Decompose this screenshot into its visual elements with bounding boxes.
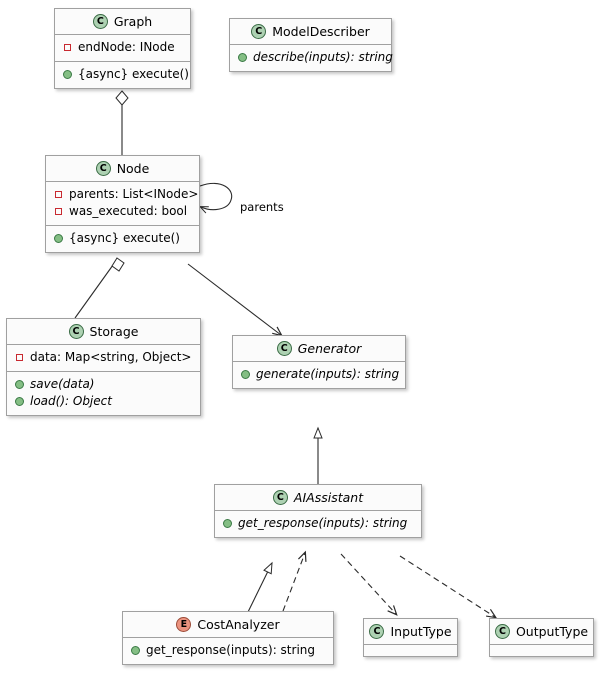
field-row — [54, 186, 199, 203]
public-method-icon — [54, 234, 63, 243]
class-badge-icon: C — [93, 14, 108, 29]
class-badge-icon: C — [69, 324, 84, 339]
field-label: data: Map<string, Object> — [30, 350, 192, 364]
class-header-graph — [55, 9, 190, 34]
class-name: OutputType — [515, 624, 589, 639]
public-method-icon — [131, 646, 140, 655]
private-field-icon — [63, 43, 72, 52]
class-header-modeldescriber — [230, 19, 391, 44]
method-label: load(): Object — [30, 394, 112, 408]
class-methods-graph — [55, 62, 190, 88]
edge-costanalyzer-aiassistant — [248, 563, 272, 612]
class-fields-node — [46, 182, 199, 225]
class-header-generator — [233, 336, 405, 361]
class-methods-generator — [233, 362, 405, 388]
edge-node-storage — [75, 258, 124, 318]
method-row — [15, 393, 192, 410]
class-box-costanalyzer[interactable] — [122, 611, 334, 665]
method-label: {async} execute() — [78, 67, 189, 81]
class-badge-icon: C — [273, 490, 288, 505]
class-box-graph[interactable] — [54, 8, 191, 89]
class-header-storage — [7, 319, 200, 344]
class-header-outputtype — [490, 619, 593, 644]
public-method-icon — [223, 519, 232, 528]
class-badge-icon: C — [495, 624, 510, 639]
class-methods-aiassistant — [215, 511, 421, 537]
method-row — [131, 642, 325, 659]
public-method-icon — [241, 370, 250, 379]
class-fields-graph — [55, 35, 190, 61]
private-field-icon — [54, 207, 63, 216]
class-box-node[interactable] — [45, 155, 200, 253]
class-methods-storage — [7, 372, 200, 415]
edge-graph-node — [116, 91, 128, 155]
method-row — [223, 515, 413, 532]
field-label: was_executed: bool — [69, 204, 188, 218]
class-name: Node — [116, 161, 150, 176]
method-row — [241, 366, 400, 383]
method-label: get_response(inputs): string — [238, 516, 408, 530]
enum-badge-icon: E — [176, 617, 191, 632]
class-name: CostAnalyzer — [197, 617, 280, 632]
method-label: get_response(inputs): string — [146, 643, 315, 657]
class-badge-icon: C — [96, 161, 111, 176]
class-badge-icon: C — [277, 341, 292, 356]
edge-costanalyzer-aiassistant-dependency — [283, 553, 305, 611]
class-box-inputtype[interactable] — [363, 618, 458, 657]
private-field-icon — [15, 353, 24, 362]
class-box-modeldescriber[interactable] — [229, 18, 392, 72]
private-field-icon — [54, 190, 63, 199]
class-box-storage[interactable] — [6, 318, 201, 416]
class-name: Graph — [113, 14, 153, 29]
class-header-inputtype — [364, 619, 457, 644]
class-name: Generator — [297, 341, 362, 356]
method-row — [63, 66, 189, 83]
edge-aiassistant-inputtype — [341, 554, 396, 614]
field-row — [15, 349, 192, 366]
method-label: save(data) — [30, 377, 95, 391]
edge-aiassistant-outputtype — [400, 556, 495, 617]
method-row — [54, 230, 191, 247]
public-method-icon — [238, 53, 247, 62]
class-empty-body — [364, 645, 457, 656]
class-box-outputtype[interactable] — [489, 618, 594, 657]
class-name: Storage — [89, 324, 139, 339]
edge-label-parents: parents — [240, 200, 284, 214]
method-label: {async} execute() — [69, 231, 180, 245]
class-methods-node — [46, 226, 199, 252]
class-name: ModelDescriber — [272, 24, 370, 39]
public-method-icon — [15, 397, 24, 406]
field-row — [63, 39, 182, 56]
method-label: describe(inputs): string — [253, 50, 393, 64]
field-label: endNode: INode — [78, 40, 175, 54]
class-header-aiassistant — [215, 485, 421, 510]
class-box-generator[interactable] — [232, 335, 406, 389]
class-methods-costanalyzer — [123, 638, 333, 664]
method-row — [238, 49, 393, 66]
edge-node-generator — [188, 264, 281, 335]
public-method-icon — [63, 70, 72, 79]
class-fields-storage — [7, 345, 200, 371]
public-method-icon — [15, 380, 24, 389]
class-box-aiassistant[interactable] — [214, 484, 422, 538]
class-empty-body — [490, 645, 593, 656]
class-header-node — [46, 156, 199, 181]
class-methods-modeldescriber — [230, 45, 391, 71]
field-row — [54, 203, 191, 220]
method-label: generate(inputs): string — [256, 367, 400, 381]
class-header-costanalyzer — [123, 612, 333, 637]
field-label: parents: List<INode> — [69, 187, 199, 201]
class-name: AIAssistant — [293, 490, 364, 505]
edge-node-self-parents — [200, 183, 232, 209]
class-badge-icon: C — [369, 624, 384, 639]
class-name: InputType — [390, 624, 452, 639]
method-row — [15, 376, 192, 393]
class-badge-icon: C — [251, 24, 266, 39]
